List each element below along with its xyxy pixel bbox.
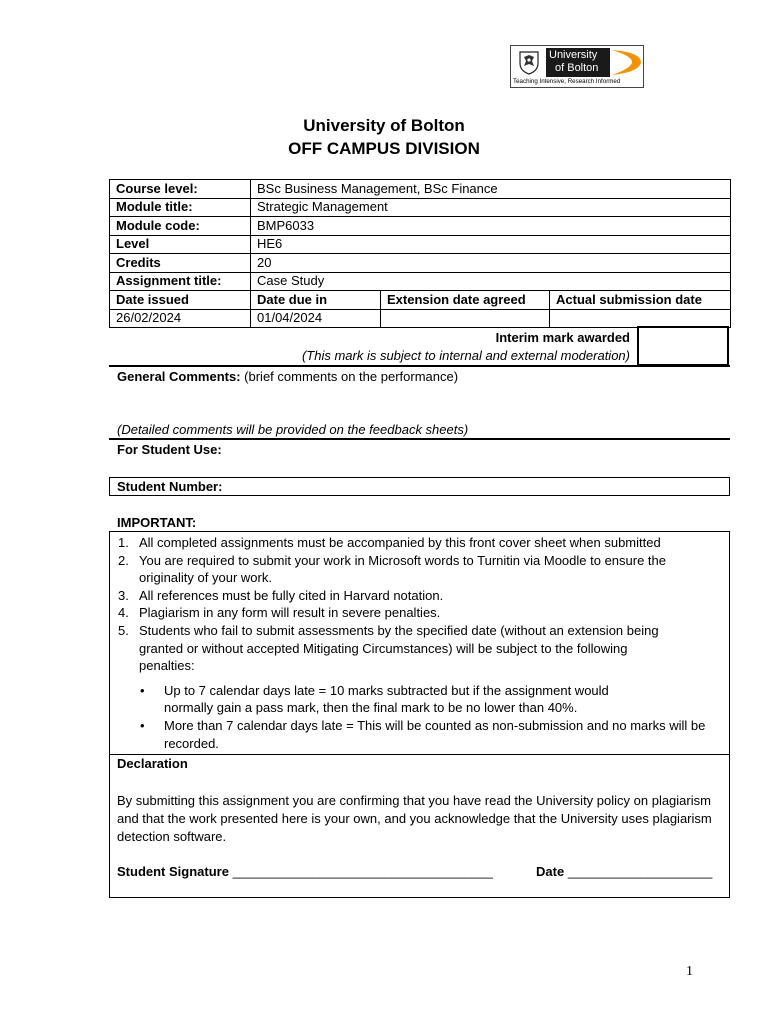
interim-mark-text bbox=[109, 329, 630, 365]
date-due-value: 01/04/2024 bbox=[251, 309, 381, 328]
credits-label: Credits bbox=[110, 254, 251, 273]
table-row bbox=[110, 291, 731, 310]
student-number-field[interactable] bbox=[109, 477, 730, 496]
page-number: 1 bbox=[686, 964, 693, 979]
important-heading: IMPORTANT: bbox=[117, 515, 197, 530]
module-code-label: Module code: bbox=[110, 217, 251, 236]
credits-value: 20 bbox=[251, 254, 731, 273]
signature-row bbox=[117, 863, 493, 881]
logo-wordmark bbox=[546, 48, 610, 77]
assignment-title-label: Assignment title: bbox=[110, 272, 251, 291]
list-item: 3. All references must be fully cited in Harvard notation. bbox=[118, 587, 444, 603]
interim-mark-label: Interim mark awarded bbox=[495, 330, 630, 345]
logo-name-line1: University bbox=[549, 49, 598, 61]
table-row bbox=[110, 254, 731, 273]
signature-date-field[interactable]: ____________________ bbox=[567, 864, 713, 879]
module-code-value: BMP6033 bbox=[251, 217, 731, 236]
signature-label: Student Signature bbox=[117, 864, 229, 879]
important-list bbox=[110, 534, 729, 675]
list-item: • Up to 7 calendar days late = 10 marks subtracted but if the assignment would normally gain a pass mark, then the final mark to be no lower than 40%. bbox=[140, 682, 609, 716]
table-row bbox=[110, 180, 731, 199]
page-subtitle: OFF CAMPUS DIVISION bbox=[288, 139, 480, 158]
declaration-body: By submitting this assignment you are confirming that you have read the University policy on plagiarism and that the work presented here is your own, and you acknowledge that the University uses plagiarism detection software. bbox=[117, 793, 712, 844]
table-row bbox=[110, 309, 731, 328]
bullet-icon: • bbox=[140, 717, 145, 733]
general-comments-label: General Comments: bbox=[117, 369, 241, 384]
module-title-label: Module title: bbox=[110, 198, 251, 217]
general-comments-hint: (brief comments on the performance) bbox=[244, 369, 459, 384]
course-level-label: Course level: bbox=[110, 180, 251, 199]
level-label: Level bbox=[110, 235, 251, 254]
table-row bbox=[110, 217, 731, 236]
module-title-value: Strategic Management bbox=[251, 198, 731, 217]
list-item: 1. All completed assignments must be accompanied by this front cover sheet when submitted bbox=[118, 535, 661, 550]
level-value: HE6 bbox=[251, 235, 731, 254]
for-student-use-label: For Student Use: bbox=[117, 442, 222, 457]
list-item: 5. Students who fail to submit assessments by the specified date (without an extension being granted or without accepted Mitigating Circumstances) will be subject to the following penalties: bbox=[118, 622, 659, 674]
list-item: 2. You are required to submit your work in Microsoft words to Turnitin via Moodle to ensure the originality of your work. bbox=[118, 552, 666, 586]
important-declaration-box bbox=[109, 531, 730, 898]
interim-mark-note: (This mark is subject to internal and external moderation) bbox=[301, 348, 630, 363]
bullet-icon: • bbox=[140, 682, 145, 698]
list-item: 4. Plagiarism in any form will result in severe penalties. bbox=[118, 605, 441, 621]
date-row bbox=[536, 863, 712, 881]
date-due-label: Date due in bbox=[251, 291, 381, 310]
student-number-label: Student Number: bbox=[117, 479, 223, 494]
divider bbox=[109, 438, 730, 440]
extension-date-label: Extension date agreed bbox=[381, 291, 550, 310]
divider bbox=[109, 365, 730, 367]
table-row bbox=[110, 198, 731, 217]
signature-date-label: Date bbox=[536, 864, 565, 879]
declaration-heading: Declaration bbox=[117, 756, 188, 771]
general-comments bbox=[117, 368, 458, 386]
divider bbox=[110, 754, 729, 755]
table-row bbox=[110, 272, 731, 291]
assignment-details-table bbox=[109, 179, 731, 328]
interim-mark-field[interactable] bbox=[637, 326, 729, 366]
signature-field[interactable]: ____________________________________ bbox=[232, 864, 493, 879]
page-title: University of Bolton bbox=[303, 116, 465, 135]
extension-date-field[interactable] bbox=[381, 309, 550, 328]
list-item: • More than 7 calendar days late = This will be counted as non-submission and no marks will be recorded. bbox=[140, 717, 706, 751]
date-issued-label: Date issued bbox=[110, 291, 251, 310]
crest-icon bbox=[514, 49, 544, 76]
swoosh-icon bbox=[610, 46, 644, 78]
actual-submission-label: Actual submission date bbox=[550, 291, 731, 310]
course-level-value: BSc Business Management, BSc Finance bbox=[251, 180, 731, 199]
logo-name-line2: of Bolton bbox=[555, 62, 599, 74]
logo-tagline: Teaching Intensive, Research Informed bbox=[513, 78, 621, 85]
date-issued-value: 26/02/2024 bbox=[110, 309, 251, 328]
assignment-title-value: Case Study bbox=[251, 272, 731, 291]
university-logo bbox=[510, 45, 644, 88]
penalties-list bbox=[110, 682, 729, 752]
table-row bbox=[110, 235, 731, 254]
detailed-comments-note: (Detailed comments will be provided on the feedback sheets) bbox=[117, 422, 469, 437]
actual-submission-field[interactable] bbox=[550, 309, 731, 328]
